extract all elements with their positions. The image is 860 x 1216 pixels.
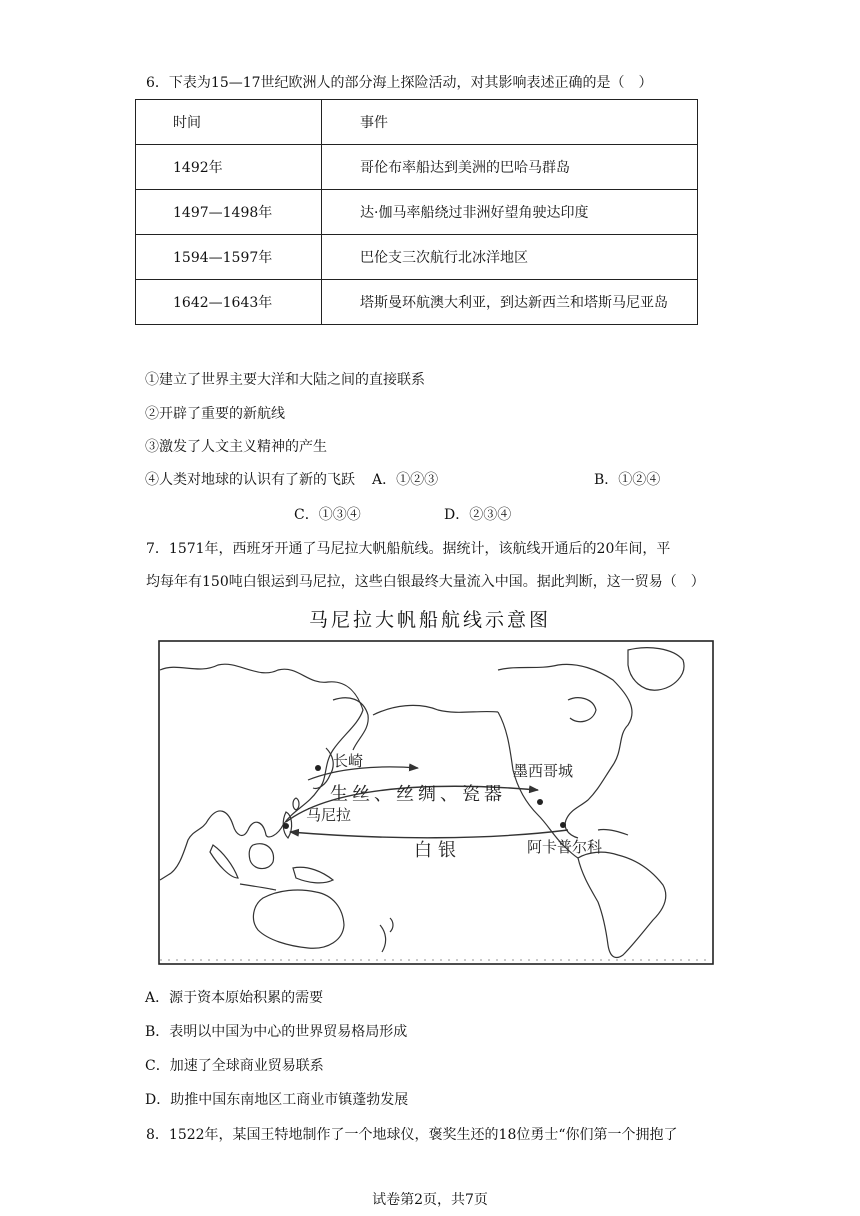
q8-stem-line1: 8．1522年，某国王特地制作了一个地球仪，褒奖生还的18位勇士“你们第一个拥抱了 — [146, 1127, 678, 1143]
table-row — [136, 190, 698, 235]
q7-stem-line1: 7．1571年，西班牙开通了马尼拉大帆船航线。据统计，该航线开通后的20年间，平 — [146, 541, 671, 557]
manila-marker — [283, 823, 289, 829]
map-title: 马尼拉大帆船航线示意图 — [308, 609, 551, 631]
q6-option-b[interactable]: B．①②④ — [594, 472, 661, 488]
mexico-city-marker — [537, 799, 543, 805]
row-event: 达·伽马率船绕过非洲好望角驶达印度 — [322, 190, 698, 235]
label-goods-east: 生丝、丝绸、瓷器 — [330, 784, 506, 805]
label-acapulco: 阿卡普尔科 — [527, 838, 603, 856]
row-time: 1497—1498年 — [136, 190, 322, 235]
page-footer: 试卷第2页，共7页 — [372, 1192, 488, 1208]
row-event: 哥伦布率船达到美洲的巴哈马群岛 — [322, 145, 698, 190]
row-time: 1594—1597年 — [136, 235, 322, 280]
q7-option-b[interactable]: B．表明以中国为中心的世界贸易格局形成 — [145, 1024, 408, 1040]
manila-galleon-map — [158, 640, 714, 965]
q6-statement-4: ④人类对地球的认识有了新的飞跃 — [145, 472, 355, 488]
q7-option-d[interactable]: D．助推中国东南地区工商业市镇蓬勃发展 — [145, 1092, 409, 1108]
q6-stem: 6．下表为15—17世纪欧洲人的部分海上探险活动，对其影响表述正确的是（ ） — [146, 75, 653, 91]
row-time: 1492年 — [136, 145, 322, 190]
q6-statement-3: ③激发了人文主义精神的产生 — [145, 439, 327, 455]
table-row — [136, 235, 698, 280]
q6-statement-2: ②开辟了重要的新航线 — [145, 406, 285, 422]
label-mexico-city: 墨西哥城 — [513, 762, 574, 780]
acapulco-marker — [560, 822, 566, 828]
label-goods-west: 白银 — [414, 840, 462, 861]
q6-option-a[interactable]: A．①②③ — [372, 472, 439, 488]
q6-statement-1: ①建立了世界主要大洋和大陆之间的直接联系 — [145, 372, 425, 388]
label-nagasaki: 长崎 — [333, 752, 364, 770]
q7-stem-line2: 均每年有150吨白银运到马尼拉，这些白银最终大量流入中国。据此判断，这一贸易（ ） — [146, 574, 705, 590]
row-event: 塔斯曼环航澳大利亚，到达新西兰和塔斯马尼亚岛 — [322, 280, 698, 325]
row-event: 巴伦支三次航行北冰洋地区 — [322, 235, 698, 280]
label-manila: 马尼拉 — [306, 806, 352, 824]
header-time: 时间 — [136, 100, 322, 145]
q7-option-c[interactable]: C．加速了全球商业贸易联系 — [145, 1058, 324, 1074]
q6-option-c[interactable]: C．①③④ — [294, 507, 361, 523]
table-header-row — [136, 100, 698, 145]
q6-option-d[interactable]: D．②③④ — [444, 507, 512, 523]
row-time: 1642—1643年 — [136, 280, 322, 325]
exploration-table — [135, 99, 698, 325]
table-row — [136, 145, 698, 190]
table-row — [136, 280, 698, 325]
header-event: 事件 — [322, 100, 698, 145]
nagasaki-marker — [315, 765, 321, 771]
q7-option-a[interactable]: A．源于资本原始积累的需要 — [145, 990, 324, 1006]
